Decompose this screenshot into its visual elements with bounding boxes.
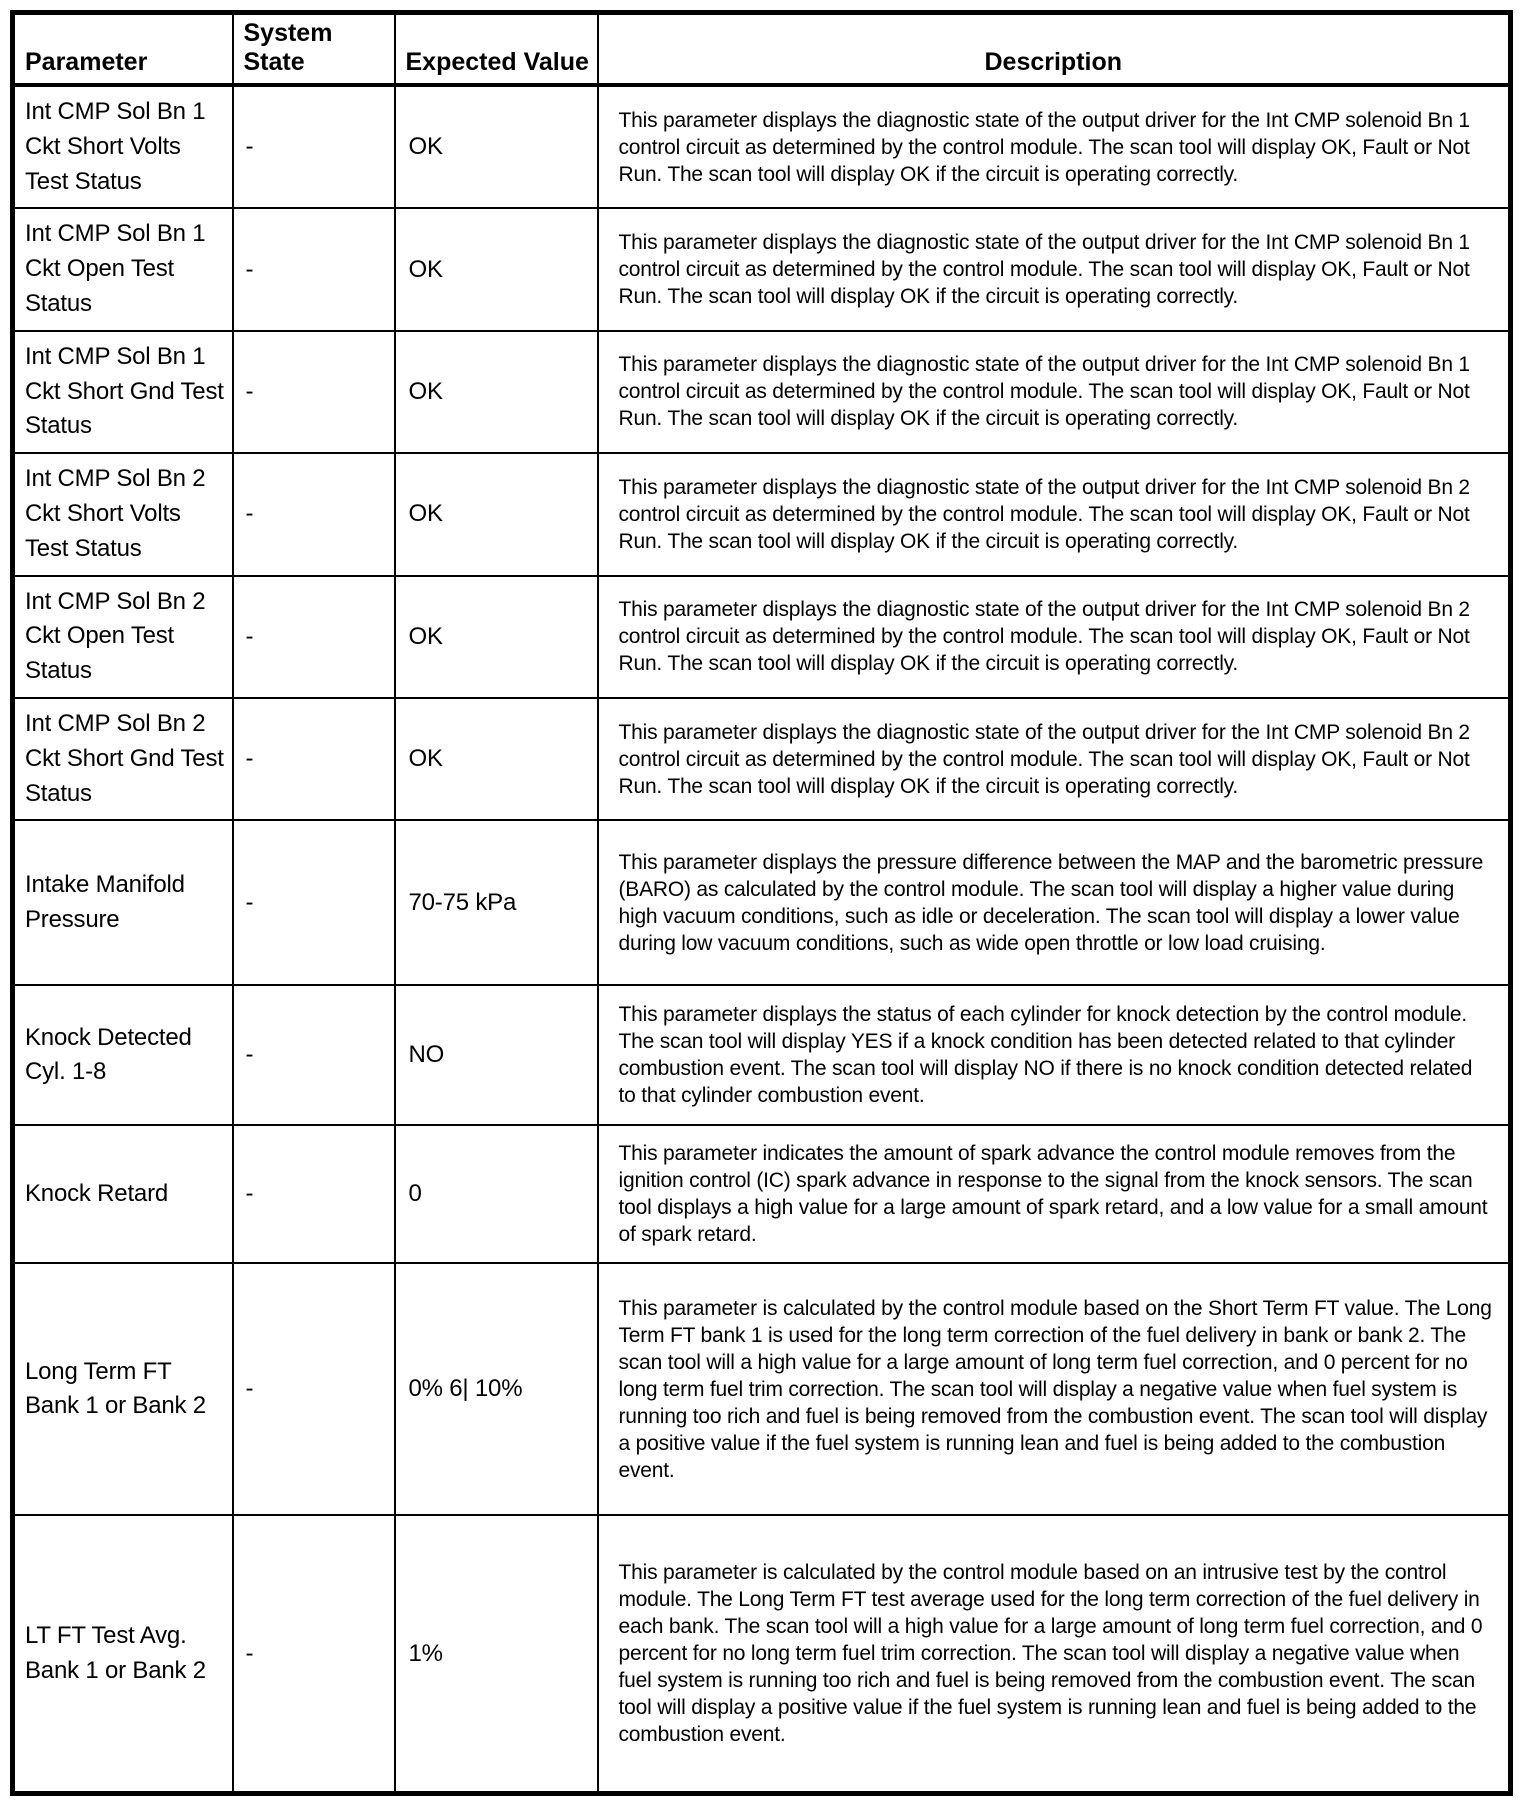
- description-cell: This parameter displays the diagnostic state of the output driver for the Int CMP solenoid Bn 1 control circuit as determined by the control module. The scan tool will display OK, Fault or Not Run. The scan tool will display OK if the circuit is operating correctly.: [598, 85, 1511, 208]
- table-row: [13, 85, 1511, 208]
- expected-value-cell: OK: [395, 576, 598, 698]
- parameter-cell: Knock Detected Cyl. 1-8: [13, 985, 233, 1125]
- expected-value-cell: OK: [395, 331, 598, 453]
- column-header-system-state: System State: [233, 13, 395, 86]
- table-row: [13, 1515, 1511, 1793]
- description-cell: This parameter is calculated by the control module based on the Short Term FT value. The Long Term FT bank 1 is used for the long term correction of the fuel delivery in bank or bank 2. The scan tool will a high value for a large amount of long term fuel correction, and 0 percent for no long term fuel trim correction. The scan tool will display a negative value when fuel system is running too rich and fuel is being removed from the combustion event. The scan tool will display a positive value if the fuel system is running lean and fuel is being added to the combustion event.: [598, 1263, 1511, 1515]
- description-cell: This parameter indicates the amount of spark advance the control module removes from the ignition control (IC) spark advance in response to the signal from the knock sensors. The scan tool displays a high value for a large amount of spark retard, and a low value for a small amount of spark retard.: [598, 1125, 1511, 1263]
- parameter-cell: Int CMP Sol Bn 2 Ckt Short Gnd Test Status: [13, 698, 233, 820]
- parameter-cell: Intake Manifold Pressure: [13, 820, 233, 985]
- table-row: [13, 576, 1511, 698]
- system-state-cell: -: [233, 698, 395, 820]
- system-state-cell: -: [233, 576, 395, 698]
- description-cell: This parameter displays the diagnostic state of the output driver for the Int CMP solenoid Bn 2 control circuit as determined by the control module. The scan tool will display OK, Fault or Not Run. The scan tool will display OK if the circuit is operating correctly.: [598, 698, 1511, 820]
- table-row: [13, 1125, 1511, 1263]
- table-row: [13, 331, 1511, 453]
- system-state-cell: -: [233, 1125, 395, 1263]
- description-cell: This parameter displays the diagnostic state of the output driver for the Int CMP solenoid Bn 2 control circuit as determined by the control module. The scan tool will display OK, Fault or Not Run. The scan tool will display OK if the circuit is operating correctly.: [598, 576, 1511, 698]
- parameter-cell: Int CMP Sol Bn 1 Ckt Short Volts Test Status: [13, 85, 233, 208]
- description-cell: This parameter displays the pressure difference between the MAP and the barometric pressure (BARO) as calculated by the control module. The scan tool will display a higher value during high vacuum conditions, such as idle or deceleration. The scan tool will display a lower value during low vacuum conditions, such as wide open throttle or low load cruising.: [598, 820, 1511, 985]
- parameter-cell: Int CMP Sol Bn 2 Ckt Open Test Status: [13, 576, 233, 698]
- system-state-cell: -: [233, 331, 395, 453]
- column-header-description: Description: [598, 13, 1511, 86]
- parameter-cell: Knock Retard: [13, 1125, 233, 1263]
- expected-value-cell: 1%: [395, 1515, 598, 1793]
- header-row: [13, 13, 1511, 86]
- table-body: [13, 85, 1511, 1793]
- expected-value-cell: NO: [395, 985, 598, 1125]
- parameter-cell: LT FT Test Avg. Bank 1 or Bank 2: [13, 1515, 233, 1793]
- description-cell: This parameter is calculated by the control module based on an intrusive test by the control module. The Long Term FT test average used for the long term correction of the fuel delivery in each bank. The scan tool will a high value for a large amount of long term fuel correction, and 0 percent for no long term fuel trim correction. The scan tool will display a negative value when fuel system is running too rich and fuel is being removed from the combustion event. The scan tool will display a positive value if the fuel system is running lean and fuel is being added to the combustion event.: [598, 1515, 1511, 1793]
- expected-value-cell: OK: [395, 85, 598, 208]
- description-cell: This parameter displays the diagnostic state of the output driver for the Int CMP solenoid Bn 1 control circuit as determined by the control module. The scan tool will display OK, Fault or Not Run. The scan tool will display OK if the circuit is operating correctly.: [598, 208, 1511, 330]
- system-state-cell: -: [233, 85, 395, 208]
- scan-tool-data-table: [10, 10, 1513, 1796]
- table-row: [13, 453, 1511, 575]
- system-state-cell: -: [233, 1515, 395, 1793]
- system-state-cell: -: [233, 820, 395, 985]
- description-cell: This parameter displays the status of each cylinder for knock detection by the control module. The scan tool will display YES if a knock condition has been detected related to that cylinder combustion event. The scan tool will display NO if there is no knock condition detected related to that cylinder combustion event.: [598, 985, 1511, 1125]
- expected-value-cell: 70-75 kPa: [395, 820, 598, 985]
- system-state-cell: -: [233, 985, 395, 1125]
- expected-value-cell: 0% 6| 10%: [395, 1263, 598, 1515]
- system-state-cell: -: [233, 208, 395, 330]
- description-cell: This parameter displays the diagnostic state of the output driver for the Int CMP solenoid Bn 2 control circuit as determined by the control module. The scan tool will display OK, Fault or Not Run. The scan tool will display OK if the circuit is operating correctly.: [598, 453, 1511, 575]
- expected-value-cell: OK: [395, 453, 598, 575]
- column-header-parameter: Parameter: [13, 13, 233, 86]
- parameter-cell: Int CMP Sol Bn 1 Ckt Open Test Status: [13, 208, 233, 330]
- table-row: [13, 698, 1511, 820]
- table-row: [13, 1263, 1511, 1515]
- table-row: [13, 208, 1511, 330]
- table-row: [13, 820, 1511, 985]
- expected-value-cell: OK: [395, 208, 598, 330]
- expected-value-cell: OK: [395, 698, 598, 820]
- expected-value-cell: 0: [395, 1125, 598, 1263]
- description-cell: This parameter displays the diagnostic state of the output driver for the Int CMP solenoid Bn 1 control circuit as determined by the control module. The scan tool will display OK, Fault or Not Run. The scan tool will display OK if the circuit is operating correctly.: [598, 331, 1511, 453]
- system-state-cell: -: [233, 453, 395, 575]
- column-header-expected-value: Expected Value: [395, 13, 598, 86]
- table-row: [13, 985, 1511, 1125]
- system-state-cell: -: [233, 1263, 395, 1515]
- parameter-cell: Int CMP Sol Bn 2 Ckt Short Volts Test Status: [13, 453, 233, 575]
- parameter-cell: Long Term FT Bank 1 or Bank 2: [13, 1263, 233, 1515]
- parameter-cell: Int CMP Sol Bn 1 Ckt Short Gnd Test Status: [13, 331, 233, 453]
